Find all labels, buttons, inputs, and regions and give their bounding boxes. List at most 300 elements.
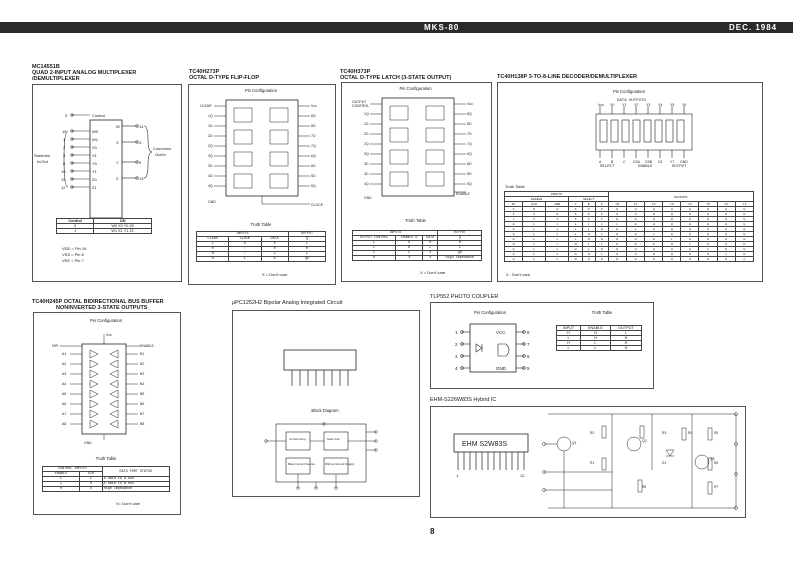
tt-cell: L xyxy=(423,246,438,251)
upc1252h2-block-diagram xyxy=(262,418,382,493)
svg-text:R4: R4 xyxy=(688,431,693,435)
tt-cell: L xyxy=(608,222,626,227)
tt-cell: L xyxy=(523,252,546,257)
svg-text:15: 15 xyxy=(62,129,67,134)
svg-text:DIR: DIR xyxy=(52,344,59,348)
tt-h: ENABLE xyxy=(581,326,611,331)
tt-cell: H xyxy=(197,247,229,252)
tt-cell: L xyxy=(595,232,608,237)
tt-cell: L xyxy=(569,232,582,237)
svg-text:Q3: Q3 xyxy=(710,457,715,461)
tt-cell: H xyxy=(610,336,641,341)
tc40h138p-output: OUTPUT xyxy=(672,165,687,169)
tt-cell: L xyxy=(546,227,569,232)
tt-cell: H xyxy=(735,207,753,212)
tt-cell: H xyxy=(645,237,663,242)
tc40h245p-enable-label: ENABLE xyxy=(140,344,154,348)
tt-cell: H xyxy=(557,341,581,346)
svg-text:Y1: Y1 xyxy=(622,103,627,107)
tc40h138p-truth-table xyxy=(504,191,754,262)
svg-text:OUTPUT: OUTPUT xyxy=(352,100,367,104)
tt-cell: H xyxy=(582,252,595,257)
tt-cell: H xyxy=(645,207,663,212)
svg-text:Z1: Z1 xyxy=(92,185,97,190)
tt-cell: H xyxy=(626,242,644,247)
tt-cell: H xyxy=(608,257,626,262)
tt-cell: L xyxy=(353,246,396,251)
svg-text:Y7: Y7 xyxy=(670,160,675,164)
tt-cell: H xyxy=(717,222,735,227)
tc40h273p-clock-label: CLOCK xyxy=(311,203,324,207)
tc40h373p-note: X = Don't care xyxy=(420,270,446,275)
tt-cell: L xyxy=(582,227,595,232)
tt-cell: H xyxy=(608,227,626,232)
tt-cell: H xyxy=(735,222,753,227)
tt-cell: H xyxy=(608,232,626,237)
tlp552-vcc: VCC xyxy=(496,330,506,335)
tt-h: Y0 xyxy=(608,202,626,207)
svg-text:Y0: Y0 xyxy=(610,103,615,107)
tc40h373p-pin-config: Pin Configuration xyxy=(399,86,432,91)
page-number: 8 xyxy=(430,527,435,536)
tt-cell: H xyxy=(557,331,581,336)
svg-text:Switches: Switches xyxy=(34,153,51,158)
tt-cell: H xyxy=(735,217,753,222)
tc40h373p-truth-table xyxy=(352,230,482,261)
tc40h245p-pin-config: Pin Configuration xyxy=(89,318,123,323)
svg-text:2Q: 2Q xyxy=(364,142,369,146)
mc14551b-th-0: Control xyxy=(57,219,94,224)
tc40h245p-ic-diagram xyxy=(52,330,160,445)
tc40h245p-truth-table-label: Truth Table xyxy=(95,456,117,461)
tc40h373p-ic-diagram xyxy=(352,96,473,208)
tt-cell: L xyxy=(396,251,423,256)
tt-cell: H xyxy=(608,212,626,217)
svg-text:6: 6 xyxy=(63,161,66,166)
tt-cell: H xyxy=(505,242,523,247)
svg-text:Vcc: Vcc xyxy=(467,102,473,106)
tlp552-ic-diagram xyxy=(455,322,538,378)
svg-text:A7: A7 xyxy=(62,412,67,416)
header-date: DEC. 1984 xyxy=(729,23,778,32)
tt-cell: X xyxy=(423,251,438,256)
svg-text:A: A xyxy=(599,160,602,164)
svg-text:1: 1 xyxy=(455,330,458,335)
tt-cell: L xyxy=(505,217,523,222)
tt-cell: H xyxy=(699,222,717,227)
tc40h138p-title: TC40H138P 3-TO-8-LINE DECODER/DEMULTIPLEXER xyxy=(497,74,637,80)
svg-text:A2: A2 xyxy=(62,362,67,366)
tt-cell: H xyxy=(582,257,595,262)
tt-cell: H xyxy=(663,207,681,212)
tt-cell: H xyxy=(626,232,644,237)
svg-text:8: 8 xyxy=(527,330,530,335)
tt-cell: X xyxy=(595,207,608,212)
tt-cell: High Impedance xyxy=(102,487,169,492)
svg-text:B2: B2 xyxy=(140,362,145,366)
tt-cell: H xyxy=(595,227,608,232)
tt-cell: H xyxy=(663,242,681,247)
mc14551b-title-3: /DEMULTIPLEXER xyxy=(32,76,80,82)
tt-cell: L xyxy=(699,247,717,252)
tt-cell: H xyxy=(505,222,523,227)
tt-cell: X xyxy=(546,217,569,222)
tt-cell: H xyxy=(663,212,681,217)
svg-text:Q2: Q2 xyxy=(642,439,647,443)
svg-text:7: 7 xyxy=(527,342,530,347)
tt-group: INPUTS xyxy=(505,192,609,197)
tt-cell: H xyxy=(735,232,753,237)
tt-cell: Q0 xyxy=(288,257,325,262)
tc40h273p-ic-diagram xyxy=(200,98,324,210)
tt-cell: H xyxy=(681,247,699,252)
tc40h273p-title-1: TC40H273P xyxy=(189,69,220,75)
tt-h: G2B xyxy=(546,202,569,207)
tt-cell: H xyxy=(626,207,644,212)
tt-cell: H xyxy=(663,227,681,232)
tt-cell: H xyxy=(699,237,717,242)
tt-cell: H xyxy=(735,227,753,232)
tt-h: ENABLE G xyxy=(396,236,423,241)
svg-text:4: 4 xyxy=(455,366,458,371)
svg-text:1D: 1D xyxy=(208,124,213,128)
mc14551b-cell: W1 X1 Y1 Z1 xyxy=(94,229,152,234)
svg-text:6D: 6D xyxy=(311,164,316,168)
tt-h: Y6 xyxy=(717,202,735,207)
tt-cell: L xyxy=(546,232,569,237)
svg-text:5: 5 xyxy=(139,160,142,165)
tt-h: Y3 xyxy=(663,202,681,207)
svg-text:1Q: 1Q xyxy=(208,114,213,118)
svg-text:GND: GND xyxy=(84,441,92,445)
svg-text:7D: 7D xyxy=(311,134,316,138)
tt-cell: H xyxy=(735,212,753,217)
tt-h: INPUT xyxy=(557,326,581,331)
tt-cell: L xyxy=(353,251,396,256)
tt-cell: H xyxy=(735,237,753,242)
table-row xyxy=(505,257,754,262)
tc40h245p-title-1: TC40H245P OCTAL BIDIRECTIONAL BUS BUFFER xyxy=(32,299,164,305)
tt-cell: L xyxy=(546,257,569,262)
tt-cell: H xyxy=(681,227,699,232)
tt-cell: L xyxy=(626,227,644,232)
svg-text:8D: 8D xyxy=(311,124,316,128)
svg-text:6Q: 6Q xyxy=(467,152,472,156)
tt-cell: H xyxy=(645,227,663,232)
ehm-package xyxy=(452,432,532,482)
tt-cell: H xyxy=(645,217,663,222)
tt-cell: H xyxy=(681,212,699,217)
tt-cell: H xyxy=(681,252,699,257)
svg-text:5Q: 5Q xyxy=(311,184,316,188)
svg-text:B6: B6 xyxy=(140,402,145,406)
tlp552-gnd: GND xyxy=(496,366,506,371)
tc40h373p-title-2: OCTAL D-TYPE LATCH (3-STATE OUTPUT) xyxy=(340,75,452,81)
tt-cell: H xyxy=(663,247,681,252)
svg-text:4D: 4D xyxy=(364,172,369,176)
tt-cell: X xyxy=(505,212,523,217)
mc14551b-table xyxy=(56,218,152,234)
tt-cell: L xyxy=(582,222,595,227)
tt-cell: X xyxy=(523,212,546,217)
svg-text:X0: X0 xyxy=(92,145,97,150)
tt-cell: L xyxy=(523,232,546,237)
tt-cell: L xyxy=(610,331,641,336)
svg-text:7Q: 7Q xyxy=(467,142,472,146)
svg-text:Out/In: Out/In xyxy=(155,152,166,157)
tt-cell: H xyxy=(396,241,423,246)
svg-text:G2B: G2B xyxy=(645,160,653,164)
tt-cell: H xyxy=(699,252,717,257)
svg-text:Z0: Z0 xyxy=(92,177,97,182)
tt-cell: A data to B bus xyxy=(102,482,169,487)
mc14551b-vee: VEE = Pin 7 xyxy=(62,258,84,263)
svg-text:1D: 1D xyxy=(364,122,369,126)
tt-cell: L xyxy=(523,237,546,242)
tt-cell: L xyxy=(438,246,482,251)
tt-cell: L xyxy=(569,227,582,232)
svg-text:4Q: 4Q xyxy=(364,182,369,186)
tt-cell: H xyxy=(626,247,644,252)
tc40h245p-truth-table xyxy=(42,466,170,492)
tt-cell: H xyxy=(505,237,523,242)
tt-group: INPUTS xyxy=(197,232,289,237)
svg-text:3Q: 3Q xyxy=(208,154,213,158)
tt-cell: H xyxy=(699,232,717,237)
tt-cell: L xyxy=(569,237,582,242)
tt-cell: H xyxy=(645,247,663,252)
mc14551b-cell: 0 xyxy=(57,224,94,229)
tt-cell: L xyxy=(523,242,546,247)
tt-cell: H xyxy=(717,247,735,252)
tt-cell: L xyxy=(717,252,735,257)
tt-cell: H xyxy=(699,207,717,212)
tt-cell: L xyxy=(523,247,546,252)
tc40h273p-note: X = Don't care xyxy=(262,272,288,277)
svg-text:12: 12 xyxy=(61,185,66,190)
tt-cell: H xyxy=(699,257,717,262)
tt-cell: H xyxy=(681,207,699,212)
tt-cell: X xyxy=(261,242,288,247)
tlp552-pin-config: Pin Configuration xyxy=(473,310,507,315)
svg-text:R3: R3 xyxy=(662,431,667,435)
tt-cell: L xyxy=(229,257,261,262)
svg-text:3: 3 xyxy=(63,153,66,158)
tt-out: OUTPUTS xyxy=(608,192,753,202)
tt-cell: H xyxy=(717,232,735,237)
svg-text:2: 2 xyxy=(455,342,458,347)
tt-cell: L xyxy=(557,336,581,341)
tt-cell: X xyxy=(595,217,608,222)
tt-cell: L xyxy=(581,341,611,346)
tt-cell: H xyxy=(681,237,699,242)
svg-text:R5: R5 xyxy=(714,431,719,435)
tt-select: SELECT xyxy=(569,197,608,202)
tt-cell: X xyxy=(582,212,595,217)
svg-text:A3: A3 xyxy=(62,372,67,376)
svg-text:G2A: G2A xyxy=(633,160,641,164)
svg-text:2D: 2D xyxy=(364,132,369,136)
tt-cell: H xyxy=(663,222,681,227)
mc14551b-vss: VSS = Pin 8 xyxy=(62,252,84,257)
svg-text:CONTROL: CONTROL xyxy=(352,104,370,108)
tt-out: DATA PORT STATUS xyxy=(102,467,169,477)
tt-cell: L xyxy=(645,232,663,237)
tt-h: A xyxy=(595,202,608,207)
tt-cell: X xyxy=(595,212,608,217)
svg-text:11: 11 xyxy=(61,177,66,182)
svg-text:5Q: 5Q xyxy=(467,182,472,186)
tt-cell: H xyxy=(581,331,611,336)
svg-text:7D: 7D xyxy=(467,132,472,136)
svg-text:B7: B7 xyxy=(140,412,145,416)
tt-cell: L xyxy=(546,237,569,242)
svg-text:3D: 3D xyxy=(364,162,369,166)
tt-cell: L xyxy=(546,222,569,227)
svg-text:4Q: 4Q xyxy=(208,184,213,188)
svg-text:Q1: Q1 xyxy=(572,441,577,445)
tt-cell: L xyxy=(80,477,102,482)
tt-cell: H xyxy=(699,242,717,247)
tlp552-title: TLP552 PHOTO COUPLER xyxy=(430,294,499,300)
svg-text:R6: R6 xyxy=(714,461,719,465)
tlp552-truth-table xyxy=(556,325,642,351)
tt-h: DATA xyxy=(261,237,288,242)
tt-cell: H xyxy=(681,232,699,237)
tt-cell: H xyxy=(595,257,608,262)
tt-cell: L xyxy=(582,242,595,247)
tt-cell: H xyxy=(663,217,681,222)
header-bar xyxy=(0,22,793,33)
tt-cell: H xyxy=(505,232,523,237)
svg-text:2Q: 2Q xyxy=(208,144,213,148)
tt-h: B xyxy=(582,202,595,207)
tt-cell: H xyxy=(663,232,681,237)
svg-text:6: 6 xyxy=(527,354,530,359)
svg-text:Commons: Commons xyxy=(153,146,172,151)
upc-block4: Wiring Current Supply xyxy=(325,462,355,466)
tlp552-truth-table-label: Truth Table xyxy=(591,310,613,315)
tt-cell: H xyxy=(197,257,229,262)
svg-text:13: 13 xyxy=(139,176,144,181)
svg-text:Y6: Y6 xyxy=(682,103,687,107)
svg-text:1Q: 1Q xyxy=(364,112,369,116)
tt-cell: H xyxy=(717,237,735,242)
svg-text:Y2: Y2 xyxy=(634,103,639,107)
svg-text:A6: A6 xyxy=(62,402,67,406)
tt-cell: H xyxy=(626,217,644,222)
tc40h245p-title-2: NONINVERTED 3-STATE OUTPUTS xyxy=(56,305,148,311)
svg-text:6D: 6D xyxy=(467,162,472,166)
upc1252h2-package xyxy=(282,348,362,393)
tt-cell: L xyxy=(595,222,608,227)
tt-cell: H xyxy=(261,247,288,252)
svg-text:GND: GND xyxy=(364,196,372,200)
tc40h273p-truth-table-label: Truth Table xyxy=(250,222,272,227)
tt-cell: H xyxy=(608,242,626,247)
mc14551b-cell: W0 X0 Y0 Z0 xyxy=(94,224,152,229)
tt-cell: H xyxy=(717,212,735,217)
svg-text:GND: GND xyxy=(680,160,688,164)
tt-cell: B data to A bus xyxy=(102,477,169,482)
svg-text:R2: R2 xyxy=(590,431,595,435)
svg-text:Y3: Y3 xyxy=(646,103,651,107)
tt-cell: H xyxy=(569,252,582,257)
tt-cell: H xyxy=(438,241,482,246)
svg-text:1: 1 xyxy=(63,137,66,142)
tt-cell: H xyxy=(608,247,626,252)
svg-text:Y4: Y4 xyxy=(658,103,663,107)
tt-cell: H xyxy=(505,227,523,232)
svg-text:C: C xyxy=(623,160,626,164)
tt-cell: H xyxy=(80,482,102,487)
svg-text:Vcc: Vcc xyxy=(311,104,317,108)
tt-cell: X xyxy=(569,212,582,217)
tc40h273p-truth-table xyxy=(196,231,326,262)
ehm-chip-label: EHM S2W83S xyxy=(462,441,508,448)
svg-text:CLEAR: CLEAR xyxy=(200,104,212,108)
svg-text:3: 3 xyxy=(455,354,458,359)
svg-text:B1: B1 xyxy=(140,352,145,356)
tc40h138p-ic-diagram xyxy=(590,103,700,166)
tc40h373p-title-1: TC40H373P xyxy=(340,69,371,75)
svg-text:3D: 3D xyxy=(208,164,213,168)
tt-cell: X xyxy=(582,207,595,212)
svg-text:14: 14 xyxy=(139,124,144,129)
svg-text:Z: Z xyxy=(116,176,119,181)
tt-cell: H xyxy=(717,227,735,232)
mc14551b-th-1: ON xyxy=(94,219,152,224)
tt-cell: H xyxy=(717,217,735,222)
svg-text:R8: R8 xyxy=(642,485,647,489)
svg-text:W: W xyxy=(116,124,120,129)
tt-out: OUTPUT xyxy=(438,231,482,236)
tt-cell: L xyxy=(546,247,569,252)
tt-cell: H xyxy=(626,212,644,217)
tt-cell: H xyxy=(626,252,644,257)
tt-cell: L xyxy=(261,252,288,257)
tc40h373p-enable-label: ENABLE xyxy=(456,192,470,196)
tt-cell: H xyxy=(735,242,753,247)
tt-cell: H xyxy=(645,212,663,217)
tt-h: Y4 xyxy=(681,202,699,207)
tt-h: Q xyxy=(288,237,325,242)
tt-cell: H xyxy=(699,227,717,232)
tt-cell: H xyxy=(717,257,735,262)
tt-cell: H xyxy=(569,257,582,262)
svg-text:A1: A1 xyxy=(62,352,67,356)
svg-text:3Q: 3Q xyxy=(364,152,369,156)
tt-cell: H xyxy=(626,237,644,242)
svg-text:B: B xyxy=(611,160,614,164)
svg-text:6Q: 6Q xyxy=(311,154,316,158)
tc40h138p-enable: ENABLE xyxy=(638,165,653,169)
tt-cell: H xyxy=(717,207,735,212)
tt-h: Y1 xyxy=(626,202,644,207)
svg-text:B5: B5 xyxy=(140,392,145,396)
svg-text:X1: X1 xyxy=(92,153,97,158)
tt-cell: H xyxy=(608,252,626,257)
tt-cell: H xyxy=(681,257,699,262)
tt-cell: H xyxy=(569,242,582,247)
svg-text:D1: D1 xyxy=(662,461,667,465)
tt-cell: L xyxy=(546,242,569,247)
tt-cell: X xyxy=(261,257,288,262)
tt-cell: H xyxy=(595,247,608,252)
tt-h: CLEAR xyxy=(197,237,229,242)
tt-cell: Q0 xyxy=(438,251,482,256)
upc-block2: Gain Cell xyxy=(327,437,340,441)
